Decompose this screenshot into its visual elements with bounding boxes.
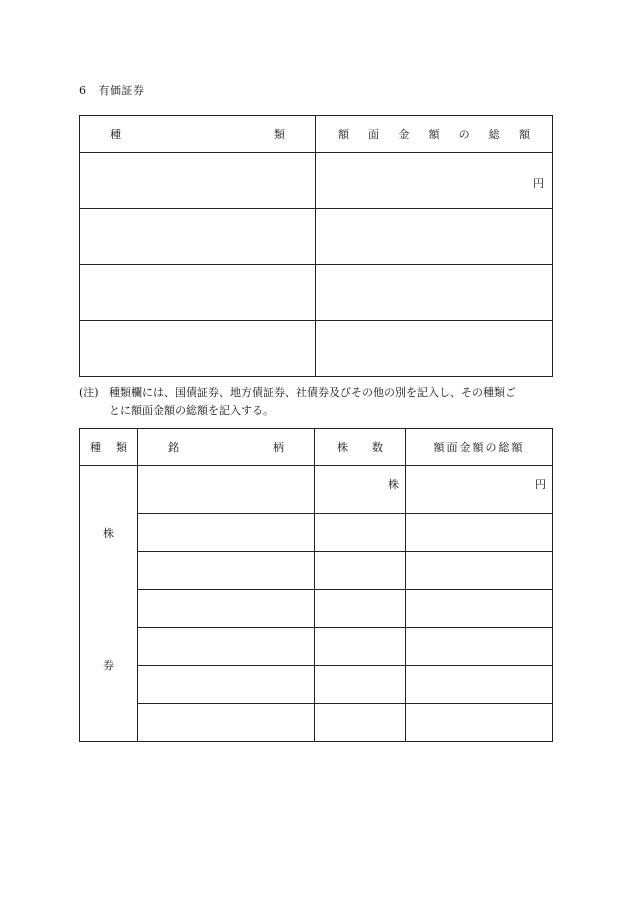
total-cell[interactable]	[406, 590, 553, 628]
shares-cell[interactable]	[315, 590, 406, 628]
note-label: (注)	[79, 386, 99, 399]
header-kind-char-1: 種	[110, 128, 121, 141]
header-shares-char-2: 数	[372, 441, 383, 454]
header-shares-char-1: 株	[337, 441, 348, 454]
total-cell[interactable]	[316, 153, 553, 209]
header-shares	[315, 429, 406, 466]
shares-cell[interactable]	[315, 514, 406, 552]
shares-cell[interactable]	[315, 704, 406, 742]
header-face-value-total	[316, 116, 553, 153]
kind-label-bottom: 券	[103, 659, 114, 672]
header-total-char: 額	[518, 128, 530, 141]
brand-cell[interactable]	[138, 628, 315, 666]
brand-cell[interactable]	[138, 590, 315, 628]
total-cell[interactable]	[406, 552, 553, 590]
table-row	[80, 628, 553, 666]
header-total-char: の	[458, 128, 470, 141]
table-row	[80, 153, 553, 209]
shares-unit: 株	[388, 478, 399, 491]
shares-cell[interactable]	[315, 552, 406, 590]
kind-cell[interactable]	[80, 265, 316, 321]
table-row	[80, 265, 553, 321]
stock-certificates-table	[79, 428, 553, 742]
table-row	[80, 209, 553, 265]
header-kind-char-2: 類	[116, 441, 127, 454]
header-face-value-total: 額面金額の総額	[406, 429, 553, 466]
kind-label-top: 株	[103, 527, 114, 540]
total-cell[interactable]	[406, 666, 553, 704]
header-brand-char-2: 柄	[273, 441, 284, 454]
securities-face-value-table	[79, 115, 553, 377]
brand-cell[interactable]	[138, 666, 315, 704]
section-heading	[79, 82, 145, 98]
shares-cell[interactable]	[315, 466, 406, 514]
yen-unit: 円	[535, 478, 546, 491]
header-total-char: 金	[398, 128, 410, 141]
shares-cell[interactable]	[315, 666, 406, 704]
table-row	[80, 466, 553, 514]
yen-unit: 円	[533, 177, 544, 190]
kind-cell[interactable]	[80, 321, 316, 377]
kind-cell[interactable]	[80, 153, 316, 209]
brand-cell[interactable]	[138, 704, 315, 742]
table-row	[80, 704, 553, 742]
section-title: 有価証券	[98, 84, 145, 97]
total-cell[interactable]	[316, 209, 553, 265]
header-total-char: 額	[338, 128, 349, 141]
header-total-char: 額	[428, 128, 440, 141]
brand-cell[interactable]	[138, 514, 315, 552]
brand-cell[interactable]	[138, 466, 315, 514]
total-cell[interactable]	[316, 265, 553, 321]
header-brand	[138, 429, 315, 466]
table-row	[80, 666, 553, 704]
total-cell[interactable]	[406, 466, 553, 514]
total-cell[interactable]	[316, 321, 553, 377]
header-kind-char-2: 類	[274, 128, 285, 141]
section-number: 6	[79, 84, 87, 97]
note	[79, 384, 554, 420]
header-brand-char-1: 銘	[168, 441, 179, 454]
header-kind	[80, 116, 316, 153]
header-total-char: 面	[368, 128, 380, 141]
header-total-char: 総	[488, 128, 500, 141]
total-cell[interactable]	[406, 628, 553, 666]
kind-cell[interactable]	[80, 209, 316, 265]
table-row	[80, 514, 553, 552]
table-row	[80, 552, 553, 590]
header-kind	[80, 429, 138, 466]
table-row	[80, 321, 553, 377]
shares-cell[interactable]	[315, 628, 406, 666]
brand-cell[interactable]	[138, 552, 315, 590]
total-cell[interactable]	[406, 514, 553, 552]
note-line-2: とに額面金額の総額を記入する。	[109, 404, 274, 417]
table-row	[80, 590, 553, 628]
kind-cell-stock-certificates	[80, 466, 138, 742]
total-cell[interactable]	[406, 704, 553, 742]
header-kind-char-1: 種	[90, 441, 101, 454]
note-line-1: 種類欄には、国債証券、地方債証券、社債券及びその他の別を記入し、その種類ご	[109, 386, 516, 399]
